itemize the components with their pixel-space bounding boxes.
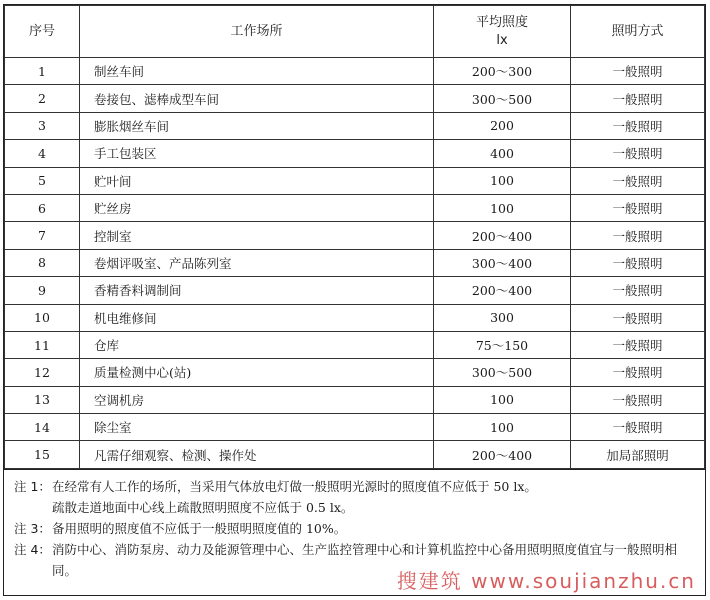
cell-illuminance: 75～150 — [434, 331, 571, 358]
cell-workplace: 除尘室 — [80, 414, 434, 441]
note-text: 消防中心、消防泵房、动力及能源管理中心、生产监控管理中心和计算机监控中心备用照明照度值宜与一般照明相同。 — [52, 541, 678, 578]
table-row — [5, 331, 705, 358]
cell-serial-no: 3 — [5, 112, 80, 139]
table-row — [5, 414, 705, 441]
cell-workplace: 膨胀烟丝车间 — [80, 112, 434, 139]
cell-serial-no: 4 — [5, 140, 80, 167]
note-tag: 注 3： — [14, 520, 51, 536]
cell-serial-no: 15 — [5, 441, 80, 468]
table-row — [5, 140, 705, 167]
illuminance-table — [4, 5, 705, 469]
cell-serial-no: 6 — [5, 194, 80, 221]
cell-workplace: 贮丝房 — [80, 194, 434, 221]
note-tag: 注 4： — [14, 541, 51, 557]
note-item — [14, 518, 697, 539]
cell-lighting-method: 一般照明 — [571, 359, 705, 386]
cell-lighting-method: 加局部照明 — [571, 441, 705, 468]
watermark: 搜建筑 www.soujianzhu.cn — [396, 569, 696, 593]
header-illuminance-unit: lx — [496, 32, 508, 48]
cell-illuminance: 100 — [434, 167, 571, 194]
table-row — [5, 112, 705, 139]
note-item — [14, 497, 697, 518]
table-body — [5, 58, 705, 469]
cell-workplace: 香精香料调制间 — [80, 277, 434, 304]
cell-lighting-method: 一般照明 — [571, 386, 705, 413]
cell-illuminance: 300～500 — [434, 85, 571, 112]
cell-workplace: 空调机房 — [80, 386, 434, 413]
cell-lighting-method: 一般照明 — [571, 85, 705, 112]
cell-lighting-method: 一般照明 — [571, 222, 705, 249]
note-item — [14, 476, 697, 497]
cell-illuminance: 200 — [434, 112, 571, 139]
table-row — [5, 222, 705, 249]
cell-lighting-method: 一般照明 — [571, 304, 705, 331]
cell-workplace: 贮叶间 — [80, 167, 434, 194]
cell-illuminance: 200～400 — [434, 222, 571, 249]
cell-serial-no: 10 — [5, 304, 80, 331]
cell-workplace: 卷接包、滤棒成型车间 — [80, 85, 434, 112]
cell-illuminance: 100 — [434, 386, 571, 413]
header-lighting-method: 照明方式 — [571, 6, 705, 58]
cell-workplace: 仓库 — [80, 331, 434, 358]
table-row — [5, 58, 705, 85]
cell-lighting-method: 一般照明 — [571, 112, 705, 139]
cell-illuminance: 400 — [434, 140, 571, 167]
cell-illuminance: 200～400 — [434, 277, 571, 304]
header-workplace: 工作场所 — [80, 6, 434, 58]
cell-serial-no: 2 — [5, 85, 80, 112]
cell-workplace: 质量检测中心(站) — [80, 359, 434, 386]
table-row — [5, 386, 705, 413]
cell-serial-no: 8 — [5, 249, 80, 276]
cell-serial-no: 7 — [5, 222, 80, 249]
cell-illuminance: 100 — [434, 414, 571, 441]
cell-workplace: 凡需仔细观察、检测、操作处 — [80, 441, 434, 468]
cell-serial-no: 5 — [5, 167, 80, 194]
cell-serial-no: 1 — [5, 58, 80, 85]
cell-lighting-method: 一般照明 — [571, 414, 705, 441]
standards-table-sheet — [3, 4, 706, 596]
table-row — [5, 277, 705, 304]
header-average-illuminance — [434, 6, 571, 58]
table-row — [5, 249, 705, 276]
note-text: 备用照明的照度值不应低于一般照明照度值的 10%。 — [52, 520, 347, 536]
cell-lighting-method: 一般照明 — [571, 277, 705, 304]
cell-workplace: 制丝车间 — [80, 58, 434, 85]
cell-illuminance: 200～300 — [434, 58, 571, 85]
cell-serial-no: 11 — [5, 331, 80, 358]
note-text: 在经常有人工作的场所，当采用气体放电灯做一般照明光源时的照度值不应低于 50 lx。 — [52, 478, 537, 494]
cell-illuminance: 300～400 — [434, 249, 571, 276]
cell-workplace: 手工包装区 — [80, 140, 434, 167]
cell-serial-no: 12 — [5, 359, 80, 386]
cell-lighting-method: 一般照明 — [571, 194, 705, 221]
cell-illuminance: 300～500 — [434, 359, 571, 386]
table-row — [5, 167, 705, 194]
cell-illuminance: 100 — [434, 194, 571, 221]
note-text: 疏散走道地面中心线上疏散照明照度不应低于 0.5 lx。 — [52, 499, 354, 515]
cell-illuminance: 200～400 — [434, 441, 571, 468]
table-row — [5, 359, 705, 386]
cell-lighting-method: 一般照明 — [571, 331, 705, 358]
cell-lighting-method: 一般照明 — [571, 140, 705, 167]
table-row — [5, 85, 705, 112]
table-row — [5, 441, 705, 468]
cell-lighting-method: 一般照明 — [571, 249, 705, 276]
cell-lighting-method: 一般照明 — [571, 167, 705, 194]
cell-illuminance: 300 — [434, 304, 571, 331]
cell-workplace: 控制室 — [80, 222, 434, 249]
cell-serial-no: 13 — [5, 386, 80, 413]
cell-lighting-method: 一般照明 — [571, 58, 705, 85]
table-header-row — [5, 6, 705, 58]
cell-serial-no: 9 — [5, 277, 80, 304]
table-row — [5, 194, 705, 221]
header-serial-no: 序号 — [5, 6, 80, 58]
header-illuminance-label: 平均照度 — [475, 14, 528, 30]
cell-workplace: 卷烟评吸室、产品陈列室 — [80, 249, 434, 276]
cell-workplace: 机电维修间 — [80, 304, 434, 331]
cell-serial-no: 14 — [5, 414, 80, 441]
table-row — [5, 304, 705, 331]
note-tag: 注 1： — [14, 478, 51, 494]
